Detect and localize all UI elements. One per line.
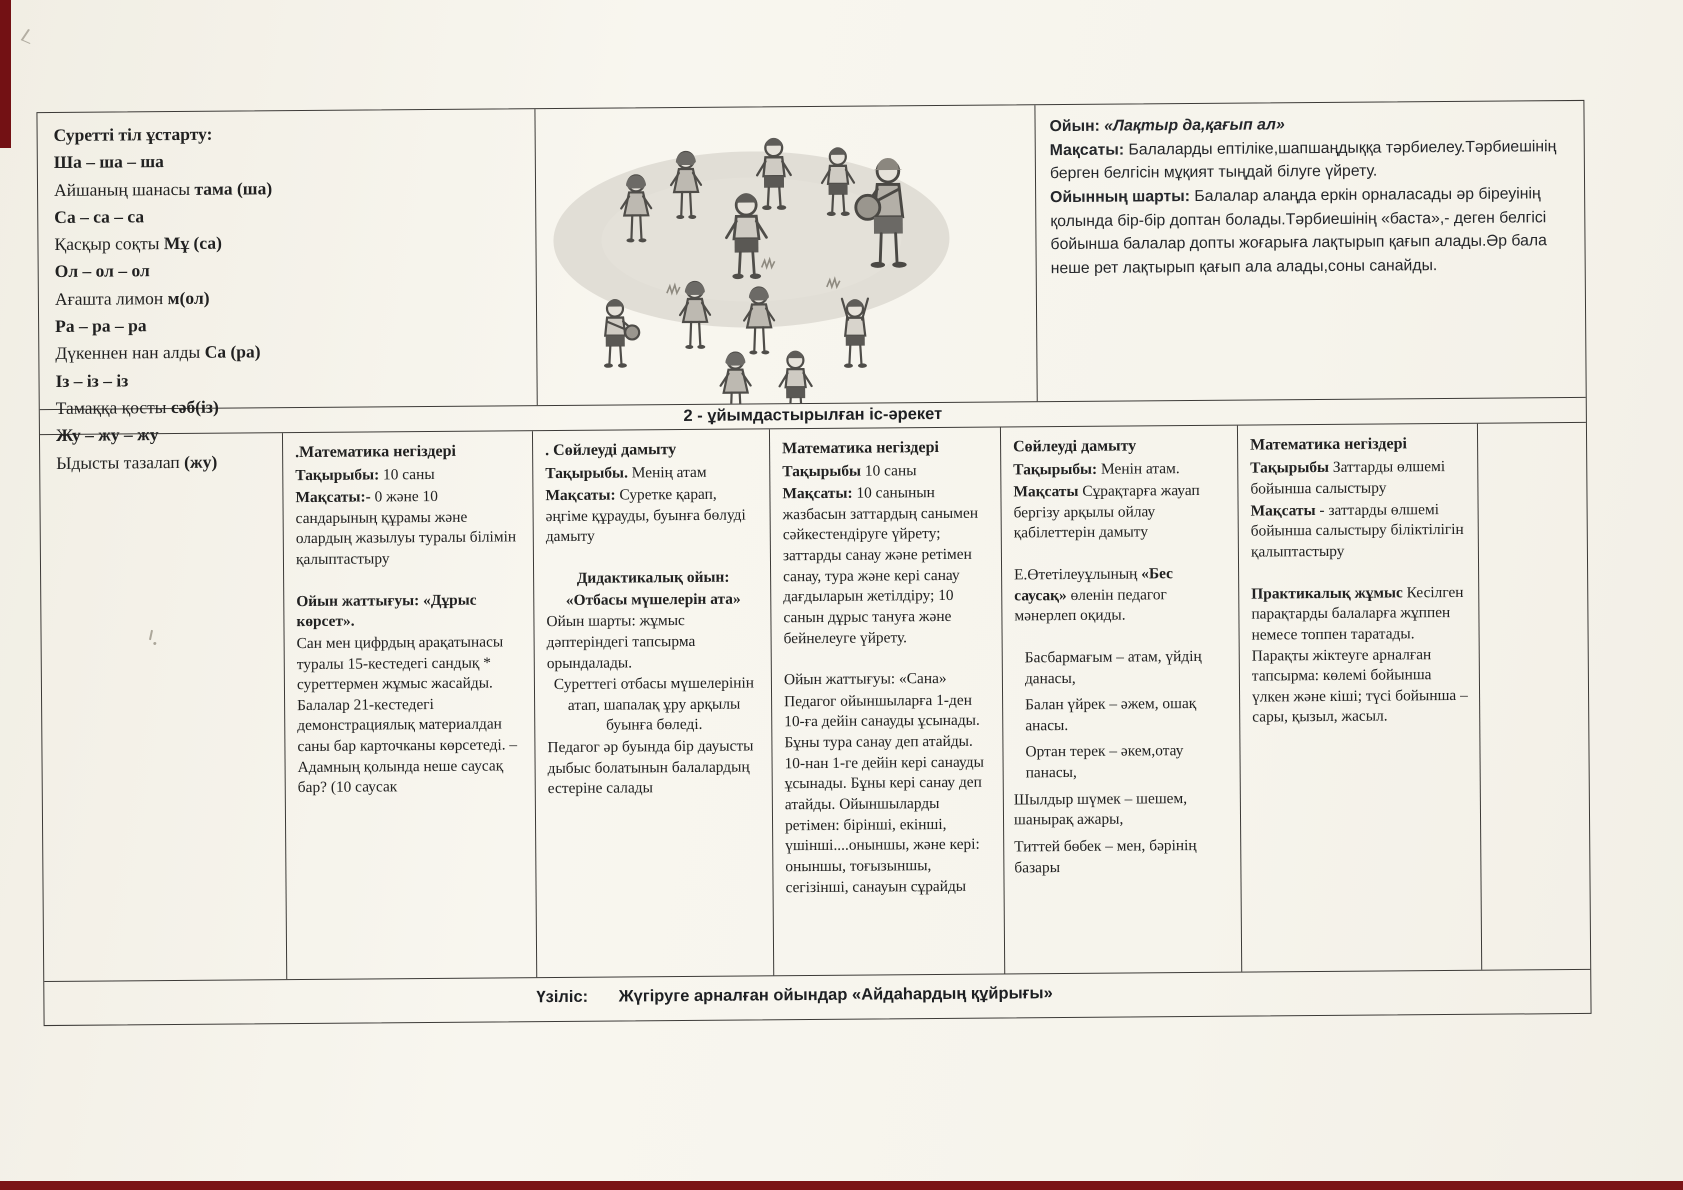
spacer [1015,627,1229,649]
empty-column-left [40,433,287,981]
speech-line: Тамаққа қосты сәб(із) [55,396,219,418]
field-goal: Мақсаты: Суретке қарап, әңгіме құрауды, буынға бөлуді дамыту [545,485,746,546]
speech-line: Дүкеннен нан алды Са (ра) [55,341,261,364]
field-goal: Мақсаты: 10 санынын жазбасын заттардың санымен сәйкестендіруге үйрету; заттарды санау және ретімен санау, тура және кері санау дағдыларын жетілдіру; 10 санын дұрыс тануға және бейнелеуге үйрету. [782,484,979,647]
game-exercise-title: Ойын жаттығуы: «Сана» [783,670,947,689]
field-topic: Тақырыбы. Менің атам [545,464,707,483]
field-topic: Тақырыбы: 10 саны [295,466,435,485]
spacer [546,547,760,569]
speech-warmup-title: Суретті тіл ұстарту: [53,123,213,145]
game-goal: Мақсаты: Балаларды ептіліке,шапшаңдыққа тәрбиелеу.Тәрбиешінің берген белгісін мұқият тыңдай білуге үйрету. [1049,137,1557,183]
break-text: Жүгіруге арналған ойындар «Айдаһардың құйрығы» [618,984,1053,1006]
poem-line: Балан үйрек – әжем, ошақ анасы. [1025,695,1197,735]
field-goal: Мақсаты:- 0 және 10 сандарының құрамы және олардың жазылуы туралы білімін қалыптастыру [295,488,517,569]
activity-column-math-1 [283,431,537,979]
spacer [784,649,992,671]
lesson-plan-table [36,100,1591,1026]
column-title: . Сөйлеуді дамыту [545,441,677,460]
game-title-line: Ойын: «Лақтыр да,қағып ал» [1049,116,1285,136]
speech-line: Ол – ол – ол [54,260,150,282]
poem-line: Басбармағым – атам, үйдің данасы, [1024,647,1202,687]
column-body: Педагог ойыншыларға 1-ден 10-ға дейін санауды ұсынады. Бұны тура санау деп атайды. 10-нан 1-ге дейін кері санауды ұсынады. Бұны кері санау деп атайды. Ойыншыларды ретімен: бірінші, екінші, үшінші....оныншы, және кері: оныншы, тоғызыншы, сегізінші, санауын сұрайды [784,691,984,896]
poem-intro: Е.Өтетілеуұлының «Бес саусақ» өленін педагог мәнерлеп оқиды. [1014,565,1174,625]
field-goal: Мақсаты Сұрақтарға жауап бергізу арқылы ойлау қабілеттерін дамыту [1013,482,1200,542]
activity-column-math-2 [770,428,1005,976]
speech-line: Жу – жу – жу [55,424,159,446]
scan-red-strip-left [0,0,11,148]
speech-line: Айшаның шанасы тама (ша) [53,177,273,200]
speech-line: Ра – ра – ра [55,315,147,337]
field-goal: Мақсаты - заттарды өлшемі бойынша салыстыру біліктілігін қалыптастыру [1250,500,1464,561]
speech-line: Са – са – са [54,206,145,227]
game-rules: Ойынның шарты: Балалар алаңда еркін орналасады әр біреуінің қолында бір-бір доптан болады.Тәрбиешінің «баста»,- деген белгісі бойынша балалар допты жоғарыға лақтырып қағып алады.Әр бала неше рет лақтырып қағып ала алады,соны санайды. [1050,185,1547,278]
section-header-title: 2 - ұйымдастырылған іс-әрекет [683,404,943,426]
children-playing-svg [535,105,1037,405]
game-exercise-title: Ойын жаттығуы: «Дұрыс көрсет». [296,591,477,631]
poem-block [1015,647,1231,879]
activity-column-math-3 [1238,424,1482,972]
column-body: Сан мен цифрдың арақатынасы туралы 15-кестедегі сандық * суреттермен жұмыс жасайды. Балалар 21-кестедегі демонстрациялық материалдан саны бар карточканы көрсетеді. – Адамның қолында неше саусақ бар? (10 саусак [296,633,518,797]
spacer [1251,563,1468,585]
speech-line: Ағашта лимон м(ол) [54,287,210,309]
children-playing-illustration [535,105,1037,405]
speech-line: Ша – ша – ша [53,151,164,173]
activities-row [40,423,1590,981]
field-topic: Тақырыбы Заттарды өлшемі бойынша салыстыру [1250,458,1446,498]
didactic-game-title: Дидактикалық ойын: [576,568,730,587]
pen-mark [21,29,38,44]
column-title: Математика негіздері [782,439,939,458]
game-cell [1035,101,1585,401]
practical-work: Практикалық жұмыс Кесілген парақтарды балаларға жұппен немесе топпен таратады. Парақты жіктеуге арналған тапсырма: көлемі бойынша үлкен және кіші; түсі бойынша – сары, қызыл, жасыл. [1251,583,1468,727]
column-paragraph: Ойын шарты: жұмыс дәптеріндегі тапсырма орындалады. [546,612,696,672]
speech-line: Ыдысты тазалап (жу) [56,451,218,473]
field-topic: Тақырыбы: Менін атам. [1013,460,1180,479]
didactic-game-name: «Отбасы мүшелерін ата» [565,590,741,609]
column-title: Математика негіздері [1250,435,1407,454]
speech-line: Қасқыр соқты Мұ (са) [54,232,222,255]
spacer [296,570,523,592]
speech-line: Із – із – із [55,370,129,391]
poem-line: Шылдыр шүмек – шешем, шанырақ ажары, [1013,789,1188,829]
break-label: Үзіліс: [536,987,589,1007]
column-title: Сөйлеуді дамыту [1013,437,1137,456]
empty-column-right [1478,423,1590,970]
column-paragraph: Суреттегі отбасы мүшелерінін атап, шапалақ ұру арқылы буынға бөледі. [553,674,755,735]
activity-column-speech-2 [1001,426,1242,974]
scan-red-strip-bottom [0,1181,1683,1190]
activity-column-speech-1 [533,429,774,977]
column-title: .Математика негіздері [295,442,456,462]
field-topic: Тақырыбы 10 саны [782,462,917,481]
column-paragraph: Педагог әр буында бір дауысты дыбыс болатынын балалардың естеріне салады [547,737,754,798]
poem-line: Титтей бөбек – мен, бәрінің базары [1014,837,1197,877]
poem-line: Ортан терек – әкем,отау панасы, [1025,742,1184,782]
spacer [1014,544,1228,566]
